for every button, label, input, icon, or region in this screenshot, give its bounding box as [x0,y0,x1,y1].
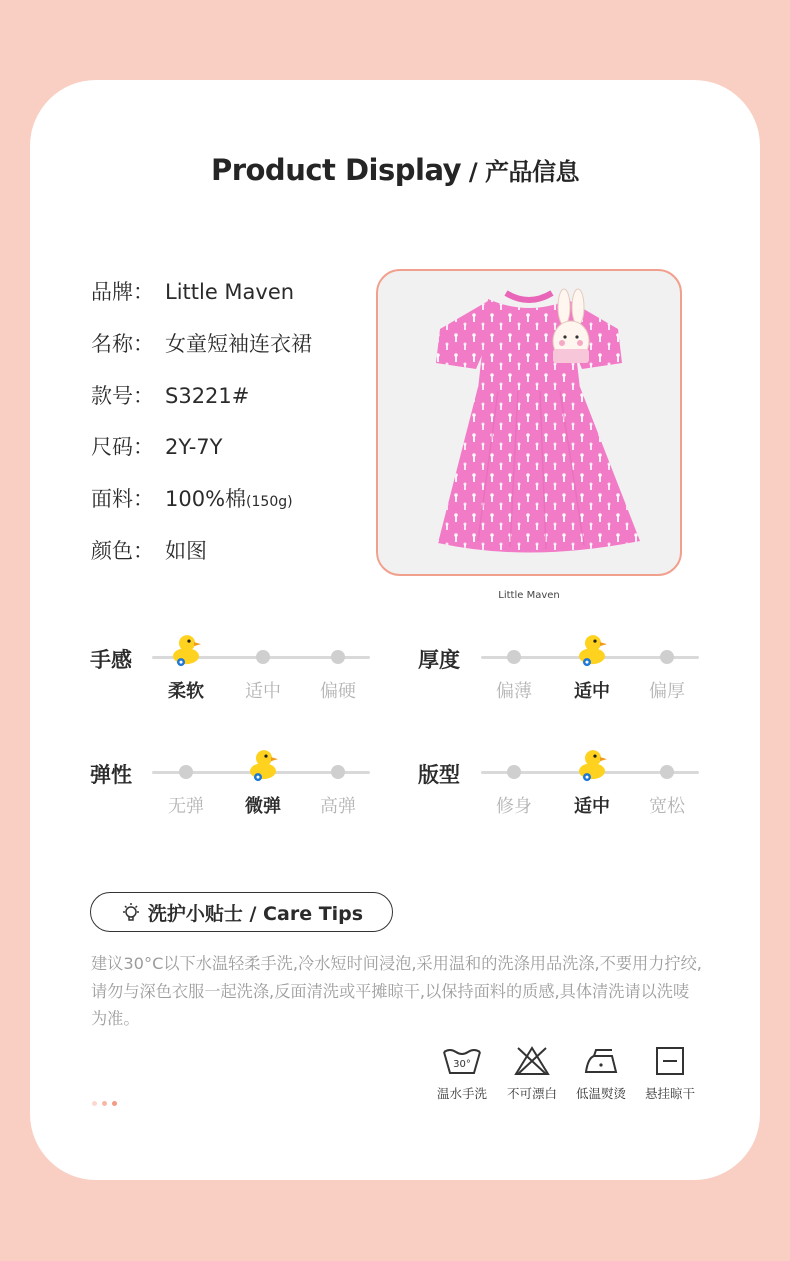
scale-option: 适中 [574,796,610,817]
info-row-color [91,535,207,565]
care-instructions: 建议30°C以下水温轻柔手洗,冷水短时间浸泡,采用温和的洗涤用品洗涤,不要用力拧绞,请勿与深色衣服一起洗涤,反面清洗或平摊晾干,以保持面料的质感,具体清洗请以洗唛为准。 [91,954,702,1028]
scale-option: 偏厚 [649,681,685,702]
scale-dot [256,650,270,664]
info-label: 面料： [91,487,154,511]
bunny-pocket [553,289,589,363]
scale-label-thickness: 厚度 [418,648,460,672]
info-label: 名称： [91,332,154,356]
care-icon-hang-dry [637,1046,703,1102]
info-suffix: (150g) [246,494,293,510]
duck-marker-icon [575,746,609,782]
scale-dot [179,765,193,779]
page-dots [92,1091,122,1110]
care-icon-label: 悬挂晾干 [644,1086,695,1101]
duck-marker-icon [169,631,203,667]
info-row-fabric [91,483,293,513]
page-title [0,152,790,187]
scale-dot [331,765,345,779]
hang-dry-icon [655,1046,685,1076]
scale-option: 偏硬 [320,681,356,702]
scale-option: 适中 [245,681,281,702]
info-label: 颜色： [91,539,154,563]
care-tips-badge [90,892,393,932]
care-icon-label: 温水手洗 [436,1086,487,1101]
scale-option: 宽松 [649,796,685,817]
scale-option: 偏薄 [496,681,532,702]
scale-option: 修身 [496,796,532,817]
care-icon-label: 不可漂白 [506,1086,557,1101]
scale-option: 无弹 [168,796,204,817]
scale-dot [660,650,674,664]
duck-marker-icon [575,631,609,667]
title-main: Product Display [210,153,462,187]
scale-dot [660,765,674,779]
care-icon-no-bleach [499,1046,565,1102]
info-row-name [91,328,312,358]
page-dot [112,1101,117,1106]
no-bleach-icon [514,1046,550,1076]
scale-dot [331,650,345,664]
page-dot [92,1101,97,1106]
scale-dot [507,765,521,779]
info-value: 100%棉 [165,487,247,511]
scale-option: 适中 [574,681,610,702]
scale-option: 高弹 [320,796,356,817]
info-value: 女童短袖连衣裙 [165,332,312,356]
info-value: Little Maven [165,280,295,304]
care-icon-low-iron [568,1046,634,1102]
scale-option: 柔软 [168,681,204,702]
care-tips-title: 洗护小贴士 / Care Tips [147,902,364,925]
page-dot [102,1101,107,1106]
info-row-brand [91,276,294,306]
hand-wash-30-icon [442,1046,482,1076]
info-row-size [91,431,222,461]
scale-label-elasticity: 弹性 [90,763,132,787]
title-sub: / 产品信息 [461,158,580,186]
care-icon-hand-wash [429,1046,495,1102]
dress-illustration [378,271,680,574]
scale-label-hand-feel: 手感 [90,648,132,672]
scale-label-fit: 版型 [418,763,460,787]
info-label: 品牌： [91,280,154,304]
info-row-style-number [91,380,249,410]
duck-marker-icon [246,746,280,782]
info-label: 款号： [91,384,154,408]
info-label: 尺码： [91,435,154,459]
info-value: 2Y-7Y [165,435,223,459]
info-value: S3221# [165,384,250,408]
lightbulb-icon [120,901,142,923]
scale-dot [507,650,521,664]
product-photo [376,269,682,576]
care-icon-label: 低温熨烫 [575,1086,626,1101]
info-value: 如图 [165,539,207,563]
wash-temp-badge: 30° [453,1059,471,1070]
scale-option: 微弹 [245,796,281,817]
low-iron-icon [582,1046,620,1076]
photo-caption: Little Maven [498,590,560,601]
